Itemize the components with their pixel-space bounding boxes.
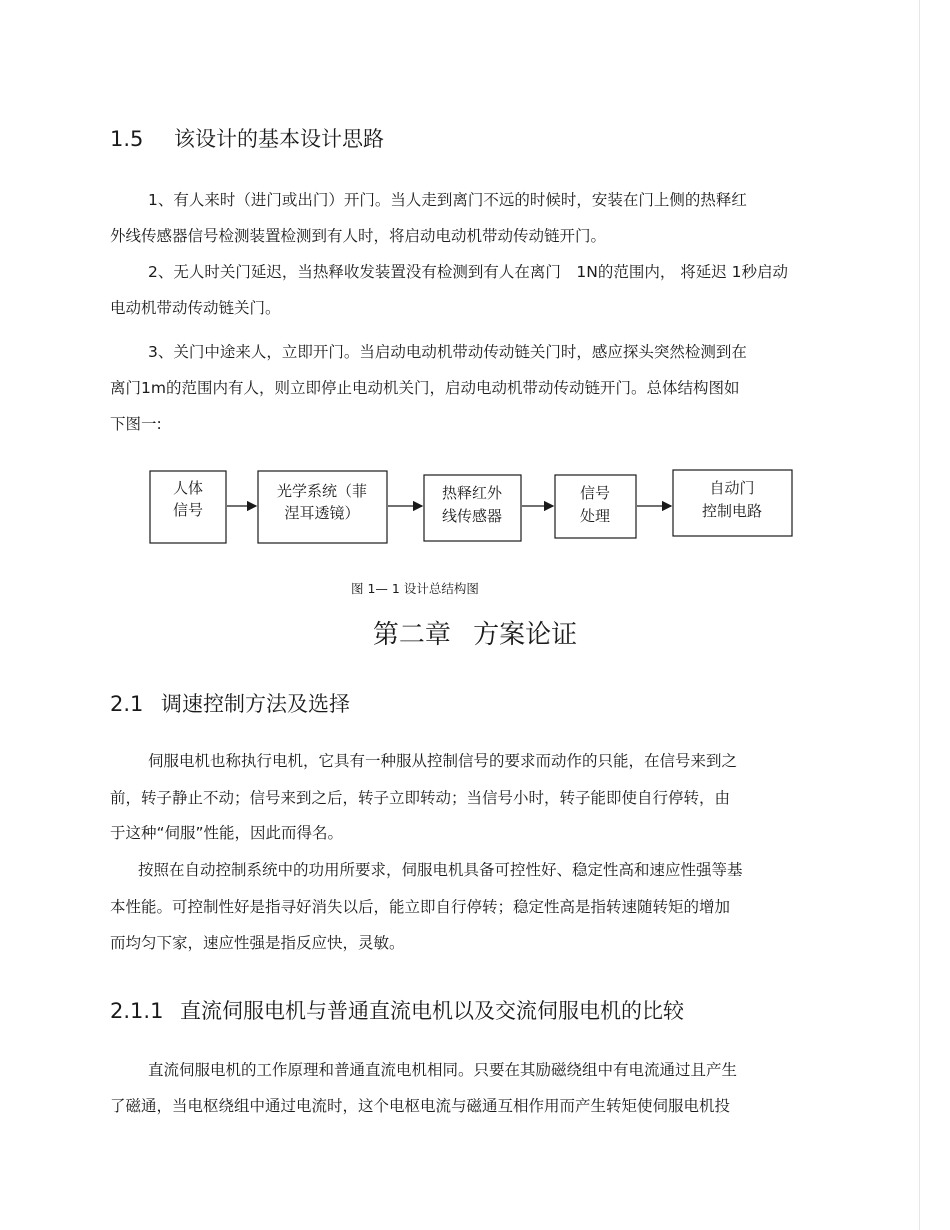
box-label-line2: 控制电路 xyxy=(701,502,763,520)
paragraph-line: 离门1m的范围内有人，则立即停止电动机关门，启动电动机带动传动链开门。总体结构图如 xyxy=(110,379,740,397)
box-label-line2: 涅耳透镜） xyxy=(284,504,360,522)
paragraph-line: 而均匀下家，速应性强是指反应快，灵敏。 xyxy=(110,934,405,952)
box-label-line1: 人体 xyxy=(172,479,204,497)
section-heading-2-1 xyxy=(110,688,350,718)
paragraph-line: 前，转子静止不动；信号来到之后，转子立即转动；当信号小时，转子能即使自行停转，由 xyxy=(110,789,731,807)
paragraph-line: 伺服电机也称执行电机，它具有一种服从控制信号的要求而动作的只能，在信号来到之 xyxy=(148,752,738,770)
box-label-line2: 处理 xyxy=(579,507,611,525)
paragraph-line: 直流伺服电机的工作原理和普通直流电机相同。只要在其励磁绕组中有电流通过且产生 xyxy=(148,1061,738,1079)
paragraph-line: 3、关门中途来人，立即开门。当启动电动机带动传动链关门时，感应探头突然检测到在 xyxy=(148,343,747,361)
section-number: 1.5 xyxy=(110,127,144,151)
section-heading-1-5 xyxy=(110,123,384,153)
structure-diagram xyxy=(140,460,810,560)
paragraph-line: 了磁通，当电枢绕组中通过电流时，这个电枢电流与磁通互相作用而产生转矩使伺服电机投 xyxy=(110,1097,731,1115)
box-label-line1: 信号 xyxy=(579,484,611,502)
box-label-line2: 信号 xyxy=(172,501,204,519)
figure-caption: 图 1— 1 设计总结构图 xyxy=(351,581,479,596)
box-label-line1: 热释红外 xyxy=(441,484,503,502)
section-number: 2.1.1 xyxy=(110,999,164,1023)
box-label-line1: 光学系统（菲 xyxy=(276,482,368,500)
paragraph-line: 外线传感器信号检测装置检测到有人时，将启动电动机带动传动链开门。 xyxy=(110,227,607,245)
box-label-line2: 线传感器 xyxy=(441,507,503,525)
section-title: 直流伺服电机与普通直流电机以及交流伺服电机的比较 xyxy=(180,999,684,1023)
paragraph-line: 于这种“伺服”性能，因此而得名。 xyxy=(110,824,344,842)
section-number: 2.1 xyxy=(110,692,144,716)
paragraph-line: 1、有人来时（进门或出门）开门。当人走到离门不远的时候时，安装在门上侧的热释红 xyxy=(148,191,747,209)
section-title: 该设计的基本设计思路 xyxy=(174,127,384,151)
paragraph-line: 本性能。可控制性好是指寻好消失以后，能立即自行停转；稳定性高是指转速随转矩的增加 xyxy=(110,898,731,916)
paragraph-line: 电动机带动传动链关门。 xyxy=(110,299,281,317)
paragraph-line: 按照在自动控制系统中的功用所要求，伺服电机具备可控性好、稳定性高和速应性强等基 xyxy=(138,861,743,879)
paragraph-line: 下图一: xyxy=(110,415,162,433)
section-title: 调速控制方法及选择 xyxy=(161,692,350,716)
chapter-title: 第二章 方案论证 xyxy=(372,620,578,650)
paragraph-line: 2、无人时关门延迟，当热释收发装置没有检测到有人在离门 1N的范围内， 将延迟 1秒启动 xyxy=(148,263,789,281)
box-label-line1: 自动门 xyxy=(709,479,755,497)
section-heading-2-1-1 xyxy=(110,995,684,1025)
